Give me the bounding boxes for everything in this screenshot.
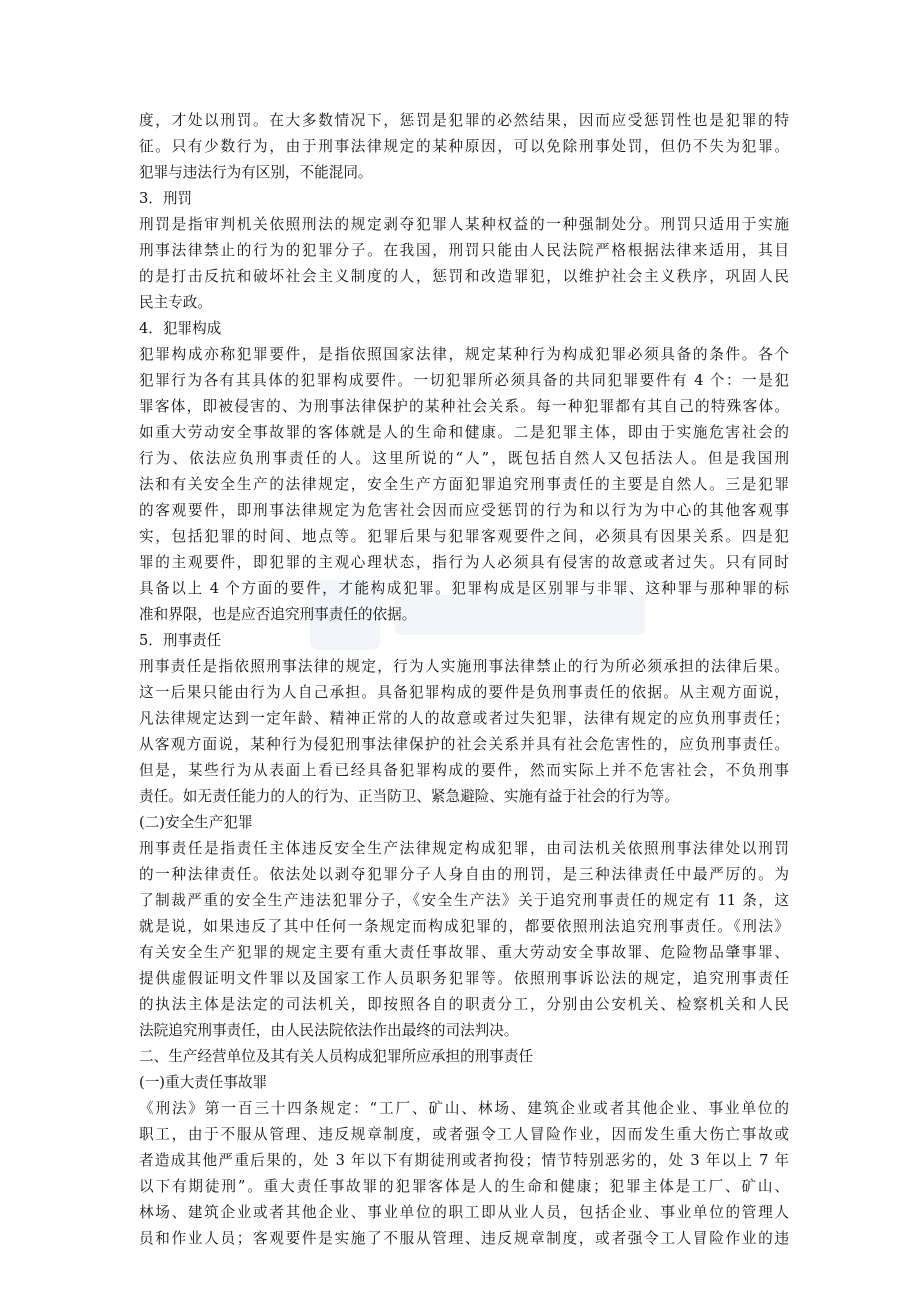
paragraph-line: 刑事责任是指依照刑事法律的规定，行为人实施刑事法律禁止的行为所必须承担的法律后果。 [139,658,789,675]
paragraph-line: 但是，某些行为从表面上看已经具备犯罪构成的要件，然而实际上并不危害社会，不负刑事 [139,762,789,779]
paragraph-line: 的是打击反抗和破坏社会主义制度的人，惩罚和改造罪犯，以维护社会主义秩序，巩固人民 [139,268,789,285]
section-heading: 3．刑罚 [139,190,193,207]
paragraph-line: 犯罪与违法行为有区别，不能混同。 [139,164,373,181]
section-heading: (二)安全生产犯罪 [139,814,253,831]
paragraph-line: 从客观方面说，某种行为侵犯刑事法律保护的社会关系并具有社会危害性的，应负刑事责任。 [139,736,789,753]
paragraph-line: 刑事责任是指责任主体违反安全生产法律规定构成犯罪，由司法机关依照刑事法律处以刑罚 [139,840,789,857]
section-heading: 二、生产经营单位及其有关人员构成犯罪所应承担的刑事责任 [139,1048,534,1065]
paragraph-line: 行为、依法应负刑事责任的人。这里所说的“人”，既包括自然人又包括法人。但是我国刑 [139,450,789,467]
paragraph-line: 有关安全生产犯罪的规定主要有重大责任事故罪、重大劳动安全事故罪、危险物品肇事罪、 [139,944,789,961]
paragraph-line: 如重大劳动安全事故罪的客体就是人的生命和健康。二是犯罪主体，即由于实施危害社会的 [139,424,789,441]
paragraph-line: 法院追究刑事责任，由人民法院依法作出最终的司法判决。 [139,1022,519,1039]
paragraph-line: 的执法主体是法定的司法机关，即按照各自的职责分工，分别由公安机关、检察机关和人民 [139,996,789,1013]
paragraph-line: 准和界限，也是应否追究刑事责任的依据。 [139,606,417,623]
paragraph-line: 罪客体，即被侵害的、为刑事法律保护的某种社会关系。每一种犯罪都有其自己的特殊客体。 [139,398,789,415]
paragraph-line: 征。只有少数行为，由于刑事法律规定的某种原因，可以免除刑事处罚，但仍不失为犯罪。 [139,138,789,155]
paragraph-line: 责任。如无责任能力的人的行为、正当防卫、紧急避险、实施有益于社会的行为等。 [139,788,679,805]
paragraph-line: 罪的主观要件，即犯罪的主观心理状态，指行为人必须具有侵害的故意或者过失。只有同时 [139,554,789,571]
paragraph-line: 提供虚假证明文件罪以及国家工作人员职务犯罪等。依照刑事诉讼法的规定，追究刑事责任 [139,970,789,987]
paragraph-line: 民主专政。 [139,294,212,311]
section-heading: (一)重大责任事故罪 [139,1074,268,1091]
paragraph-line: 刑罚是指审判机关依照刑法的规定剥夺犯罪人某种权益的一种强制处分。刑罚只适用于实施 [139,216,789,233]
section-heading: 4．犯罪构成 [139,320,222,337]
paragraph-line: 度，才处以刑罚。在大多数情况下，惩罚是犯罪的必然结果，因而应受惩罚性也是犯罪的特 [139,112,789,129]
paragraph-line: 法和有关安全生产的法律规定，安全生产方面犯罪追究刑事责任的主要是自然人。三是犯罪 [139,476,789,493]
paragraph-line: 的一种法律责任。依法处以剥夺犯罪分子人身自由的刑罚，是三种法律责任中最严厉的。为 [139,866,789,883]
paragraph-line: 凡法律规定达到一定年龄、精神正常的人的故意或者过失犯罪，法律有规定的应负刑事责任； [139,710,789,727]
paragraph-line: 者造成其他严重后果的，处 3 年以下有期徒刑或者拘役；情节特别恶劣的，处 3 年以上 7 年 [139,1152,789,1169]
paragraph-line: 员和作业人员；客观要件是实施了不服从管理、违反规章制度，或者强令工人冒险作业的违 [139,1230,789,1247]
document-body [139,108,789,1252]
paragraph-line: 犯罪构成亦称犯罪要件，是指依照国家法律，规定某种行为构成犯罪必须具备的条件。各个 [139,346,789,363]
paragraph-line: 就是说，如果违反了其中任何一条规定而构成犯罪的，都要依照刑法追究刑事责任。《刑法》 [139,918,789,935]
paragraph-line: 的客观要件，即刑事法律规定为危害社会因而应受惩罚的行为和以行为为中心的其他客观事 [139,502,789,519]
paragraph-line: 《刑法》第一百三十四条规定：“工厂、矿山、林场、建筑企业或者其他企业、事业单位的 [139,1100,789,1117]
section-heading: 5．刑事责任 [139,632,222,649]
paragraph-line: 林场、建筑企业或者其他企业、事业单位的职工即从业人员，包括企业、事业单位的管理人 [139,1204,789,1221]
paragraph-line: 具备以上 4 个方面的要件，才能构成犯罪。犯罪构成是区别罪与非罪、这种罪与那种罪的标 [139,580,789,597]
paragraph-line: 了制裁严重的安全生产违法犯罪分子，《安全生产法》关于追究刑事责任的规定有 11 条，这 [139,892,789,909]
paragraph-line: 刑事法律禁止的行为的犯罪分子。在我国，刑罚只能由人民法院严格根据法律来适用，其目 [139,242,789,259]
paragraph-line: 犯罪行为各有其具体的犯罪构成要件。一切犯罪所必须具备的共同犯罪要件有 4 个：一是犯 [139,372,789,389]
paragraph-line: 职工，由于不服从管理、违反规章制度，或者强令工人冒险作业，因而发生重大伤亡事故或 [139,1126,789,1143]
paragraph-line: 以下有期徒刑”。重大责任事故罪的犯罪客体是人的生命和健康；犯罪主体是工厂、矿山、 [139,1178,789,1195]
paragraph-line: 实，包括犯罪的时间、地点等。犯罪后果与犯罪客观要件之间，必须具有因果关系。四是犯 [139,528,789,545]
paragraph-line: 这一后果只能由行为人自己承担。具备犯罪构成的要件是负刑事责任的依据。从主观方面说， [139,684,789,701]
